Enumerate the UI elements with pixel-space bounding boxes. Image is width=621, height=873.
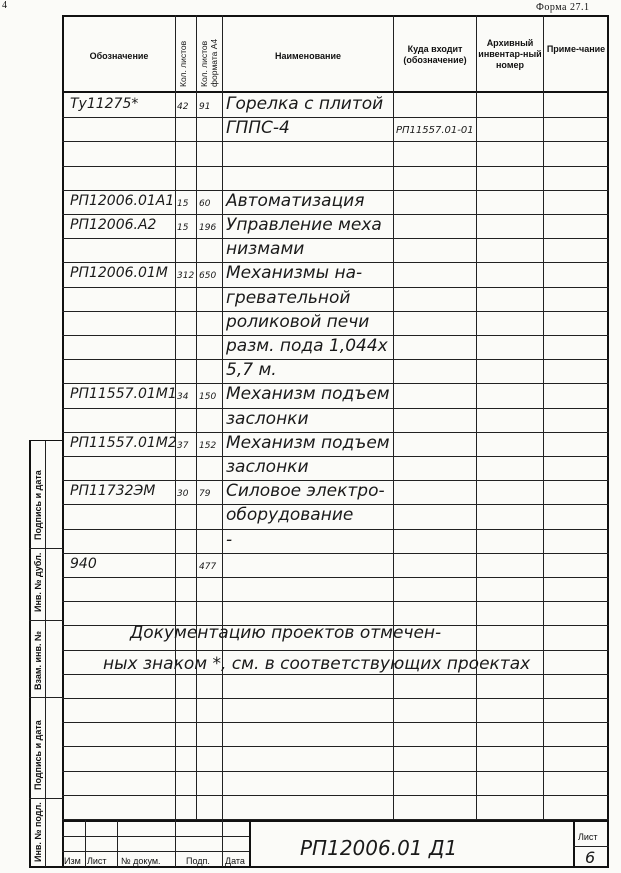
side-label-sign-date-top: Подпись и дата [33,470,43,540]
row-sheets-a4: 150 [199,392,217,402]
row-sheets: 37 [177,441,189,451]
row-name: роликовой печи [226,312,370,332]
row-sheets-a4: 196 [199,223,217,233]
footer-designation: РП12006.01 Д1 [300,836,458,860]
row-name: разм. пода 1,044х [226,336,388,356]
side-label-sign-date-bottom: Подпись и дата [33,720,43,790]
row-designation: РП11557.01М1 [70,386,177,402]
footer-sheet-number: 6 [585,848,596,867]
row-where: РП11557.01-01 [396,125,474,136]
row-sheets-a4: 79 [199,489,211,499]
row-designation: РП12006.01М [70,265,168,281]
header-archive-number: Архивный инвентар-ный номер [478,38,542,70]
row-name: заслонки [226,409,309,429]
row-name: заслонки [226,457,309,477]
side-label-vzam-inv: Взам. инв. № [33,630,43,690]
footer-sheet-label: Лист [578,832,598,842]
row-sheets-a4: 152 [199,441,217,451]
form-label: Форма 27.1 [536,2,590,13]
header-where-included: Куда входит (обозначение) [403,44,467,65]
row-sheets-a4: 91 [199,102,211,112]
row-designation: РП11732ЭМ [70,483,156,499]
row-designation: 940 [70,556,97,572]
row-name: ГППС-4 [226,118,290,138]
row-name: Горелка с плитой [226,94,384,114]
row-sheets-a4: 477 [199,562,217,572]
note-line-2: ных знаком *, см. в соответствующих проектах [103,654,531,674]
row-sheets: 34 [177,392,189,402]
row-sheets: 312 [177,271,195,281]
note-line-1: Документацию проектов отмечен- [130,623,442,643]
row-designation: РП11557.01М2 [70,435,177,451]
row-sheets: 30 [177,489,189,499]
row-name: Управление меха [226,215,382,235]
row-name: Механизм подъем [226,384,390,404]
footer-doc-no: № докум. [121,856,161,866]
row-designation: РП12006.01А1 [70,193,175,209]
row-name: Механизмы на- [226,263,363,283]
side-label-inv-orig: Инв. № подл. [33,802,43,862]
row-name: низмами [226,239,305,259]
row-sheets: 42 [177,102,189,112]
footer-izm: Изм [64,856,81,866]
side-label-inv-dupl: Инв. № дубл. [33,552,43,612]
row-name: - [226,530,233,550]
row-name: гревательной [226,288,351,308]
row-name: 5,7 м. [226,360,277,380]
header-name: Наименование [274,51,342,61]
row-designation: Ту11275* [70,96,139,112]
row-sheets-a4: 650 [199,271,217,281]
row-name: Механизм подъем [226,433,390,453]
row-name: оборудование [226,505,354,525]
header-sheets-a4: Кол. листов формата А4 [199,38,219,87]
row-sheets: 15 [177,223,189,233]
row-name: Силовое электро- [226,481,385,501]
footer-list: Лист [87,856,107,866]
corner-mark: 4 [2,0,7,11]
header-sheets-count: Кол. листов [178,40,188,87]
footer-podp: Подп. [186,856,210,866]
header-designation: Обозначение [89,51,149,61]
row-name: Автоматизация [226,191,365,211]
row-sheets-a4: 60 [199,199,211,209]
footer-date: Дата [225,856,245,866]
row-sheets: 15 [177,199,189,209]
header-note: Приме-чание [546,44,606,54]
row-designation: РП12006.А2 [70,217,157,233]
